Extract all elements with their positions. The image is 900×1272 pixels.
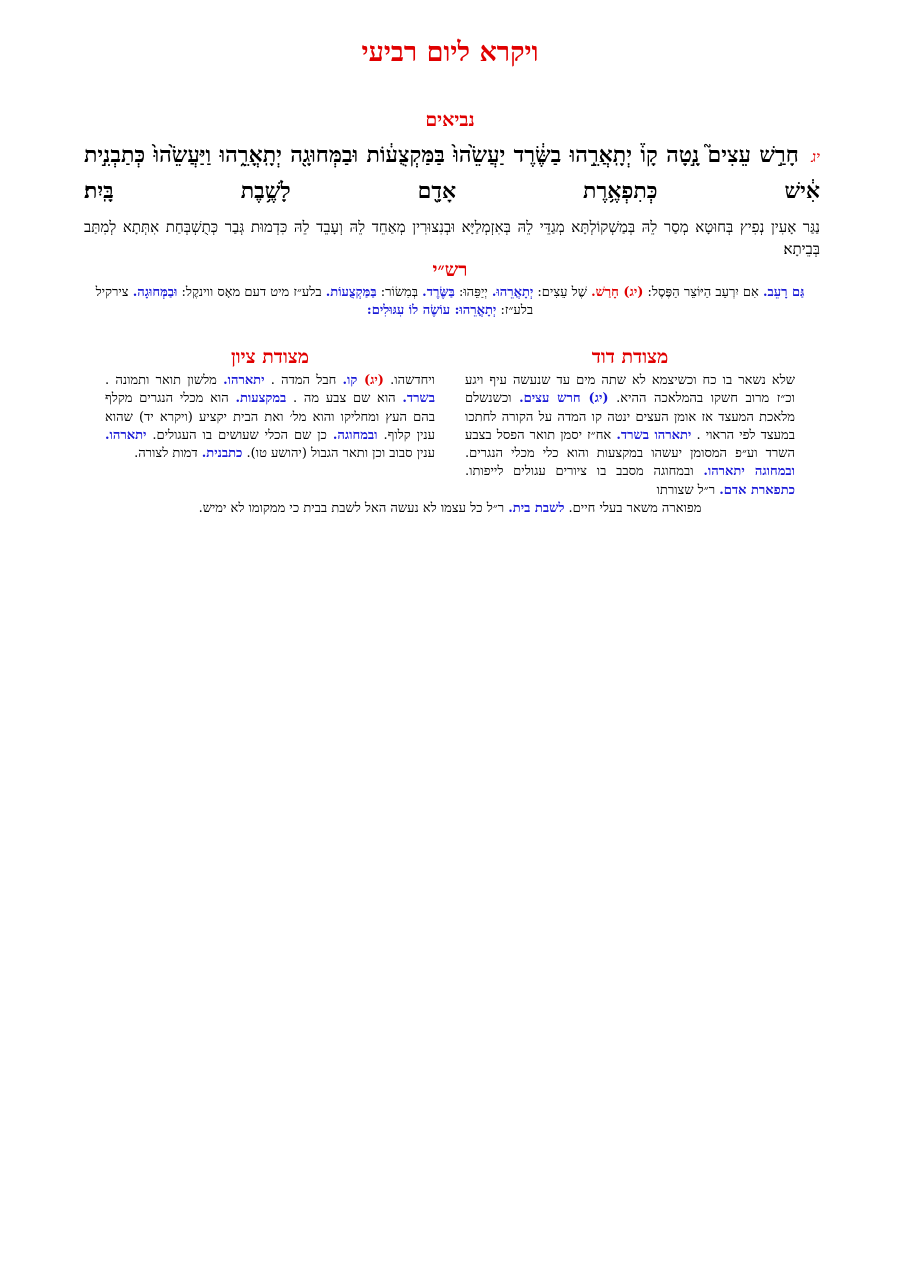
page-title: ויקרא ליום רביעי (361, 37, 539, 68)
dibbur-hamatchil: ובמחוגה. (332, 427, 378, 443)
rashi-heading: רש״י (432, 259, 468, 281)
commentary-text: שלא נשאר בו כח וכשיצמא לא שתה מים עד שנעשה עיף ויגע וכ״ז מרוב חשקו בהמלאכה ההיא. (465, 373, 795, 407)
rashi-commentary (90, 284, 810, 320)
commentary-text: הוא מכלי הנגרים מקלף בהם העץ ומחליקו והוא מל׳ ואת הבית יקציע (ויקרא יד) שהוא ענין קלוף. (105, 391, 435, 443)
dibbur-hamatchil: יתארהו. (223, 373, 265, 388)
dibbur-hamatchil: בַּמַּקְצֻעוֹת. (325, 285, 377, 300)
dibbur-hamatchil: כתבנית. (201, 446, 243, 462)
dibbur-hamatchil: יְתָאֲרֵהוּ. (491, 285, 534, 300)
dibbur-hamatchil: לשבת בית. (508, 501, 565, 516)
commentary-text: ובמחוגה מסבב בו ציורים עגולים לייפותו. (465, 464, 704, 480)
metzudat-tzion-heading: מצודת ציון (230, 346, 310, 368)
commentary-text: מפוארה משאר בעלי חיים. (564, 501, 702, 516)
dibbur-hamatchil: יתארהו. (105, 427, 147, 443)
dibbur-hamatchil: בַּשֶּׂרֶד. (422, 285, 455, 300)
commentary-text: וכשנשלם מלאכת המעצד אז אומן העצים ינטה קו המדה על הקורה לחתכו במעצד לפי הראוי . (465, 391, 795, 443)
verse-text: חָרַ֣שׁ עֵצִים֮ נָ֣טָה קָו֒ יְתָֽאֲרֵ֣הוּ בַשֶּׂ֔רֶד יַעֲשֵׂ֙הוּ֙ בַּמַּקְצֻע֔וֹת וּבַמְּחוּגָ֖ה יְתָֽאֳרֵ֑הוּ וַיַּעֲשֵׂ֙הוּ֙ כְּתַבְנִ֣ית אִ֔ישׁ כְּתִפְאֶ֥רֶת אָדָ֖ם לָשֶׁ֥בֶת בָּֽיִת׃ (84, 142, 820, 204)
commentary-text: ר״ל כל עצמו לא נעשה האל לשבת בבית כי ממקומו לא ימיש. (198, 501, 509, 516)
commentary-text: ויחדשהו. (383, 373, 435, 388)
nevi-heading: נביאים (425, 109, 475, 131)
commentary-text: חבל המדה . (264, 373, 343, 388)
commentary-text: ענין סבוב וכן ותאר הגבול (יהושע טו). (242, 446, 435, 462)
commentary-text: בלע״ז מיט דעם מאָס ווינקֶל: (177, 285, 326, 300)
commentary-text: אח״ז יסמן תואר הפסל בצבע השרד וע״פ המסומן יעשהו במקצעות והוא כלי מכלי הנגרים. (465, 427, 795, 462)
dibbur-hamatchil: יתארהו בשרד. (616, 427, 692, 443)
commentary-text: בְּמִשׂוֹר: (376, 285, 423, 300)
commentary-text: יְיַפֵּהוּ: (454, 285, 492, 300)
commentary-text: שֶׁל עֵצִים: (533, 285, 592, 300)
dibbur-hamatchil: במקצעות. (235, 391, 287, 407)
commentary-text: כן שם הכלי שעושים בו העגולים. (146, 427, 333, 443)
commentary-text: צירקיל בלע״ז: (95, 285, 534, 318)
commentary-text: ר״ל שצורתו (656, 482, 720, 498)
verse-number: יג (811, 148, 820, 166)
dibbur-hamatchil: בשרד. (402, 391, 435, 407)
metzudat-david-continuation (130, 500, 770, 518)
dibbur-hamatchil: (יג) (357, 373, 384, 388)
dibbur-hamatchil: ובמחוגה יתארהו. (703, 464, 795, 480)
targum: נַגַּר אָעִין נְפִיץ בְּחוּטָא מְסַר לֵהּ בְּמַשְׁקוֹלְתָּא מְגַדֵּי לֵהּ בְּאִזְמְלַיָּא וּבְנִצוּרִין מְאַחֵד לֵהּ וְעָבֵד לֵהּ כִּדְמוּת גְּבַר כְּתֻשְׁבְּחַת אִתְּתָא לְמִתַּב בְּבֵיתָא׃ (84, 218, 820, 258)
metzudat-tzion-text (105, 372, 435, 463)
dibbur-hamatchil: כתפארת אדם. (719, 482, 795, 498)
metzudat-david-heading: מצודת דוד (591, 346, 669, 368)
dibbur-hamatchil: (יג) חָרַשׁ. (591, 285, 644, 300)
commentary-text: דמות לצורה. (134, 446, 202, 462)
dibbur-hamatchil: וּבַמְּחוּגָה. (132, 285, 178, 300)
verse (84, 138, 820, 208)
commentary-text: הוא שם צבע מה . (286, 391, 403, 407)
dibbur-hamatchil: יְתָאֳרֵהוּ: עוֹשֶׂה לוֹ עִגּוּלִים: (366, 303, 497, 318)
dibbur-hamatchil: גַּם רָעֵב. (762, 285, 805, 300)
metzudat-david-text (465, 372, 795, 500)
commentary-text: מלשון תואר ותמונה . (105, 373, 224, 388)
dibbur-hamatchil: קו. (342, 373, 358, 388)
dibbur-hamatchil: (יג) חרש עצים. (519, 391, 609, 407)
commentary-text: אִם יִרְעַב הַיּוֹצֵר הַפֶּסֶל: (643, 285, 763, 300)
